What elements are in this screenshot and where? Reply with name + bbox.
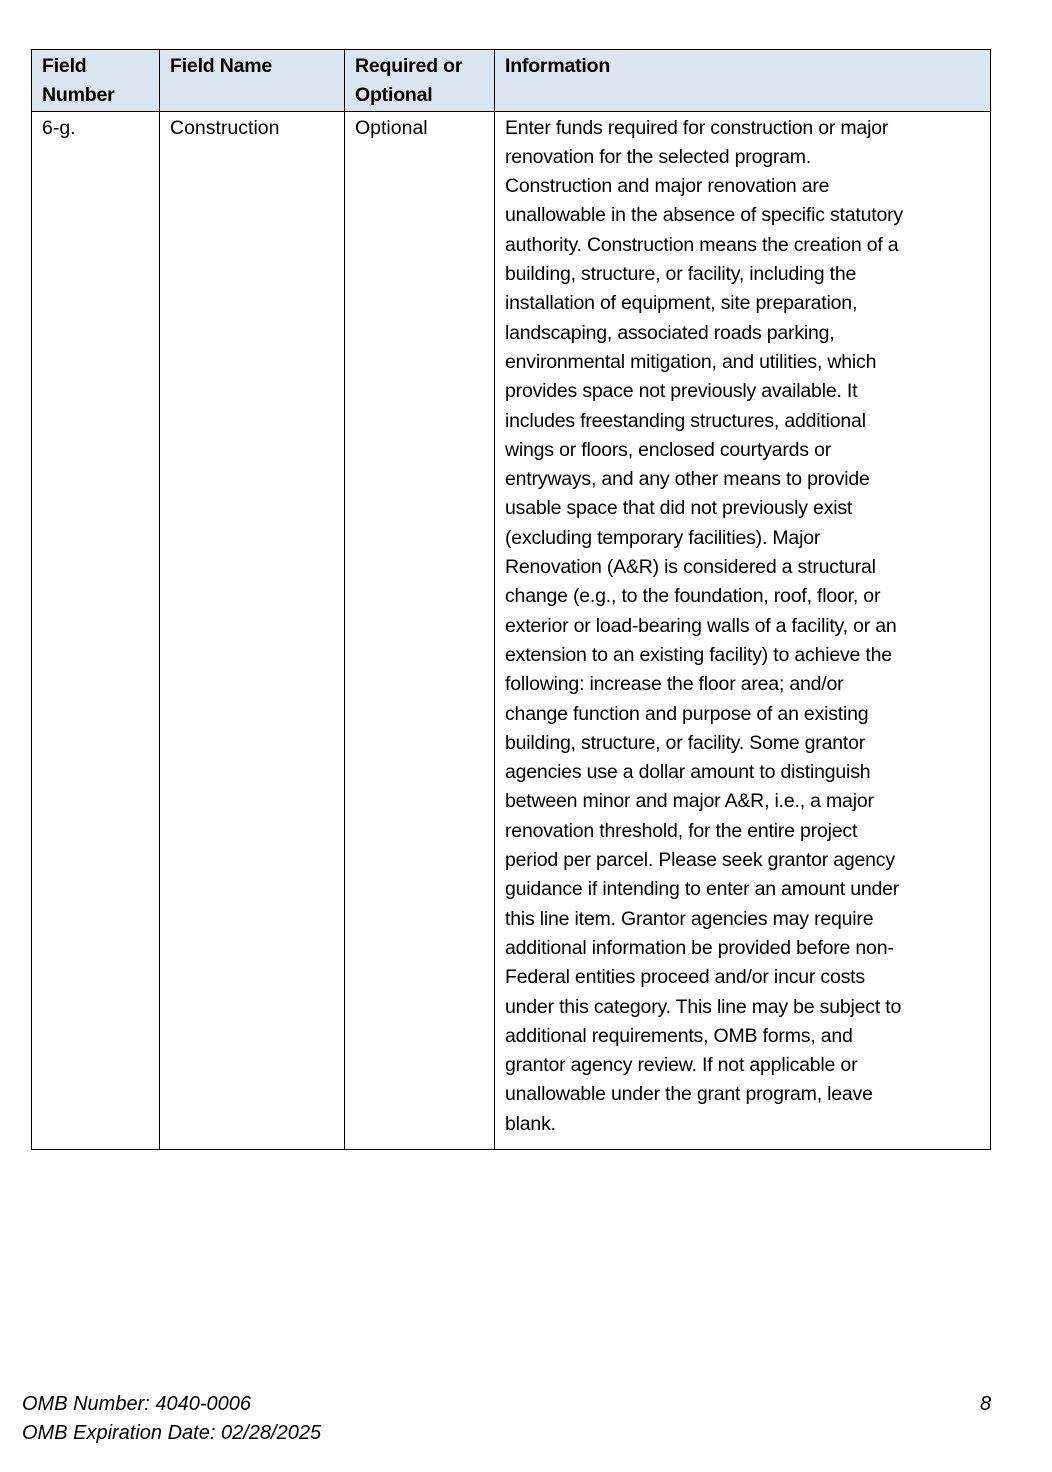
info-line: entryways, and any other means to provide <box>505 468 870 491</box>
info-line: unallowable in the absence of specific statutory <box>505 204 903 227</box>
info-line: exterior or load-bearing walls of a facility, or an <box>505 614 897 637</box>
info-line: includes freestanding structures, additional <box>505 409 866 432</box>
info-line: provides space not previously available. It <box>505 380 858 403</box>
info-line: authority. Construction means the creation of a <box>505 233 899 256</box>
header-field-name <box>160 50 345 112</box>
info-line: building, structure, or facility, including the <box>505 263 857 286</box>
info-line: grantor agency review. If not applicable or <box>505 1054 858 1077</box>
cell-field-name: Construction <box>160 111 345 1149</box>
info-line: (excluding temporary facilities). Major <box>505 526 821 549</box>
omb-expiration: OMB Expiration Date: 02/28/2025 <box>22 1422 322 1444</box>
info-line: this line item. Grantor agencies may require <box>505 907 874 930</box>
info-line: usable space that did not previously exist <box>505 497 853 520</box>
info-line: wings or floors, enclosed courtyards or <box>505 438 832 461</box>
info-line: additional information be provided before non- <box>505 936 894 959</box>
header-line: Field Name <box>170 55 273 77</box>
page-number: 8 <box>980 1393 992 1415</box>
info-line: change (e.g., to the foundation, roof, floor, or <box>505 585 881 608</box>
header-line: Information <box>505 55 611 77</box>
table-row <box>32 111 991 1149</box>
field-table <box>31 49 991 1150</box>
info-line: following: increase the floor area; and/or <box>505 673 844 696</box>
info-line: Renovation (A&R) is considered a structural <box>505 556 876 579</box>
info-line: installation of equipment, site preparation, <box>505 292 858 315</box>
info-line: building, structure, or facility. Some grantor <box>505 731 866 754</box>
header-required <box>345 50 495 112</box>
info-line: change function and purpose of an existing <box>505 702 869 725</box>
info-line: unallowable under the grant program, leave <box>505 1083 873 1106</box>
cell-information <box>495 111 991 1149</box>
info-line: Federal entities proceed and/or incur costs <box>505 966 865 989</box>
footer <box>22 1390 321 1448</box>
header-line: Required or <box>355 55 463 77</box>
info-line: period per parcel. Please seek grantor agency <box>505 849 895 872</box>
info-line: landscaping, associated roads parking, <box>505 321 835 344</box>
info-line: agencies use a dollar amount to distinguish <box>505 761 871 784</box>
header-line: Number <box>42 84 115 107</box>
info-line: blank. <box>505 1112 556 1135</box>
info-line: renovation threshold, for the entire project <box>505 819 858 842</box>
omb-number: OMB Number: 4040-0006 <box>22 1393 252 1415</box>
table-header-row <box>32 50 991 112</box>
header-field-number <box>32 50 160 112</box>
info-line: additional requirements, OMB forms, and <box>505 1024 853 1047</box>
info-line: Construction and major renovation are <box>505 175 830 198</box>
info-line: guidance if intending to enter an amount under <box>505 878 900 901</box>
cell-field-number: 6-g. <box>32 111 160 1149</box>
info-line: Enter funds required for construction or major <box>505 116 889 139</box>
header-information <box>495 50 991 112</box>
info-line: under this category. This line may be subject to <box>505 995 902 1018</box>
info-line: between minor and major A&R, i.e., a major <box>505 790 874 813</box>
info-line: extension to an existing facility) to achieve the <box>505 643 892 666</box>
header-line: Optional <box>355 84 433 107</box>
cell-required: Optional <box>345 111 495 1149</box>
info-line: environmental mitigation, and utilities, which <box>505 350 877 373</box>
info-line: renovation for the selected program. <box>505 145 812 168</box>
header-line: Field <box>42 55 87 77</box>
